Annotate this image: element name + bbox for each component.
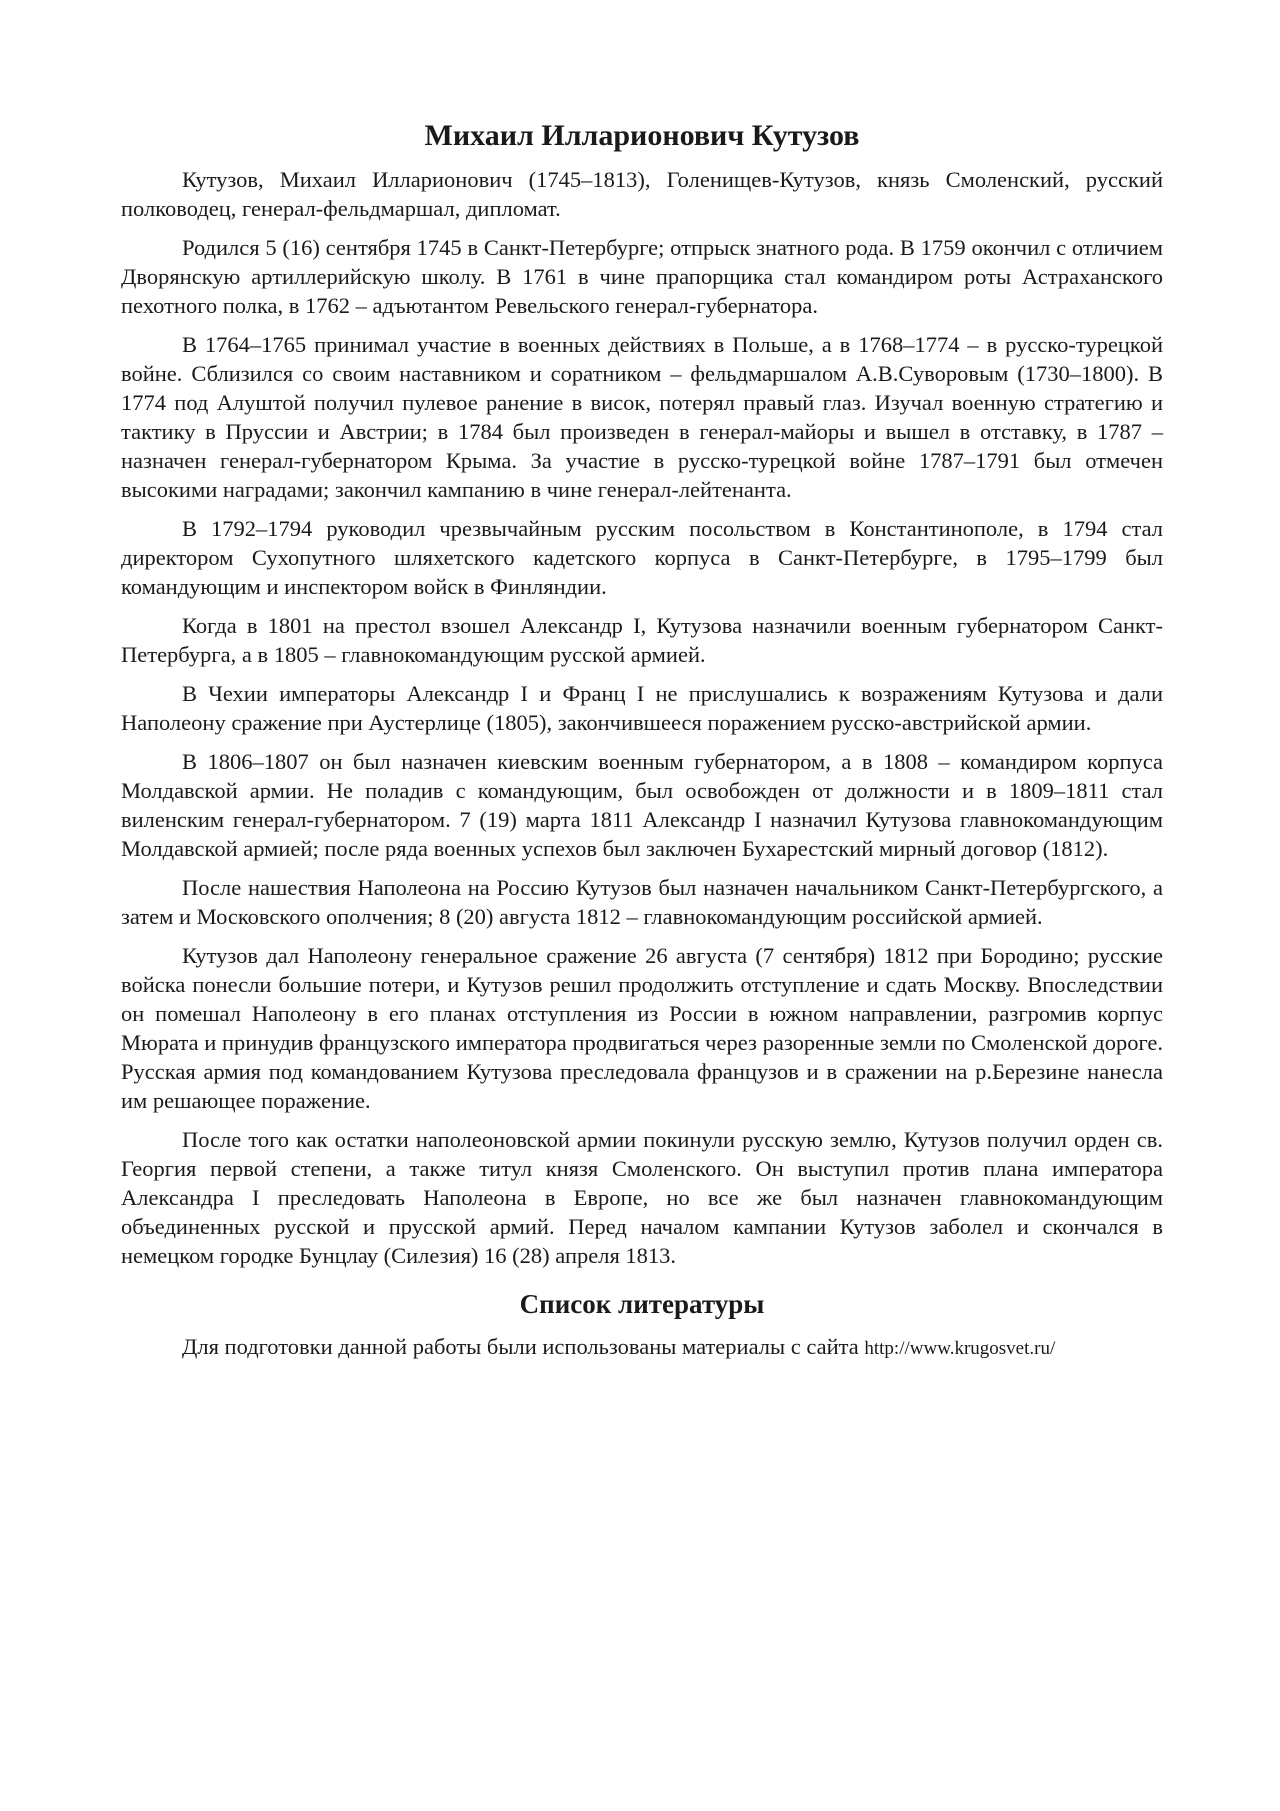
paragraph-7: В 1806–1807 он был назначен киевским военным губернатором, а в 1808 – командиром корпуса Молдавской армии. Не поладив с командующим, был освобожден от должности и в 1809–1811 стал виленским генерал-губернатором. 7 (19) марта 1811 Александр I назначил Кутузова главнокомандующим Молдавской армией; после ряда военных успехов был заключен Бухарестский мирный договор (1812). — [121, 749, 1163, 861]
paragraph-4: В 1792–1794 руководил чрезвычайным русским посольством в Константинополе, в 1794 стал директором Сухопутного шляхетского кадетского корпуса в Санкт-Петербурге, в 1795–1799 был командующим и инспектором войск в Финляндии. — [121, 516, 1163, 599]
paragraph-9: Кутузов дал Наполеону генеральное сражение 26 августа (7 сентября) 1812 при Бородино; русские войска понесли большие потери, и Кутузов решил продолжить отступление и сдать Москву. Впоследствии он помешал Наполеону в его планах отступления из России в южном направлении, разгромив корпус Мюрата и принудив французского императора продвигаться через разоренные земли по Смоленской дороге. Русская армия под командованием Кутузова преследовала французов и в сражении на р.Березине нанесла им решающее поражение. — [121, 943, 1163, 1113]
paragraph-10: После того как остатки наполеоновской армии покинули русскую землю, Кутузов получил орден св. Георгия первой степени, а также титул князя Смоленского. Он выступил против плана императора Александра I преследовать Наполеона в Европе, но все же был назначен главнокомандующим объединенных русской и прусской армий. Перед началом кампании Кутузов заболел и скончался в немецком городке Бунцлау (Силезия) 16 (28) апреля 1813. — [121, 1127, 1163, 1268]
references-paragraph — [121, 1332, 1163, 1363]
paragraph-1: Кутузов, Михаил Илларионович (1745–1813), Голенищев-Кутузов, князь Смоленский, русский полководец, генерал-фельдмаршал, дипломат. — [121, 167, 1163, 221]
paragraph-2: Родился 5 (16) сентября 1745 в Санкт-Петербурге; отпрыск знатного рода. В 1759 окончил с отличием Дворянскую артиллерийскую школу. В 1761 в чине прапорщика стал командиром роты Астраханского пехотного полка, в 1762 – адъютантом Ревельского генерал-губернатора. — [121, 235, 1163, 318]
references-text: Для подготовки данной работы были использованы материалы с сайта — [182, 1334, 865, 1360]
source-url: http://www.krugosvet.ru/ — [864, 1338, 1056, 1360]
paragraph-5: Когда в 1801 на престол взошел Александр I, Кутузова назначили военным губернатором Санкт-Петербурга, а в 1805 – главнокомандующим русской армией. — [121, 613, 1163, 667]
references-heading: Список литературы — [519, 1289, 765, 1319]
document-page — [121, 118, 1163, 1363]
paragraph-8: После нашествия Наполеона на Россию Кутузов был назначен начальником Санкт-Петербургского, а затем и Московского ополчения; 8 (20) августа 1812 – главнокомандующим российской армией. — [121, 875, 1163, 929]
paragraph-6: В Чехии императоры Александр I и Франц I не прислушались к возражениям Кутузова и дали Наполеону сражение при Аустерлице (1805), закончившееся поражением русско-австрийской армии. — [121, 681, 1163, 735]
document-title: Михаил Илларионович Кутузов — [424, 119, 860, 152]
paragraph-3: В 1764–1765 принимал участие в военных действиях в Польше, а в 1768–1774 – в русско-турецкой войне. Сблизился со своим наставником и соратником – фельдмаршалом А.В.Суворовым (1730–1800). В 1774 под Алуштой получил пулевое ранение в висок, потерял правый глаз. Изучал военную стратегию и тактику в Пруссии и Австрии; в 1784 был произведен в генерал-майоры и вышел в отставку, в 1787 – назначен генерал-губернатором Крыма. За участие в русско-турецкой войне 1787–1791 был отмечен высокими наградами; закончил кампанию в чине генерал-лейтенанта. — [121, 332, 1163, 502]
